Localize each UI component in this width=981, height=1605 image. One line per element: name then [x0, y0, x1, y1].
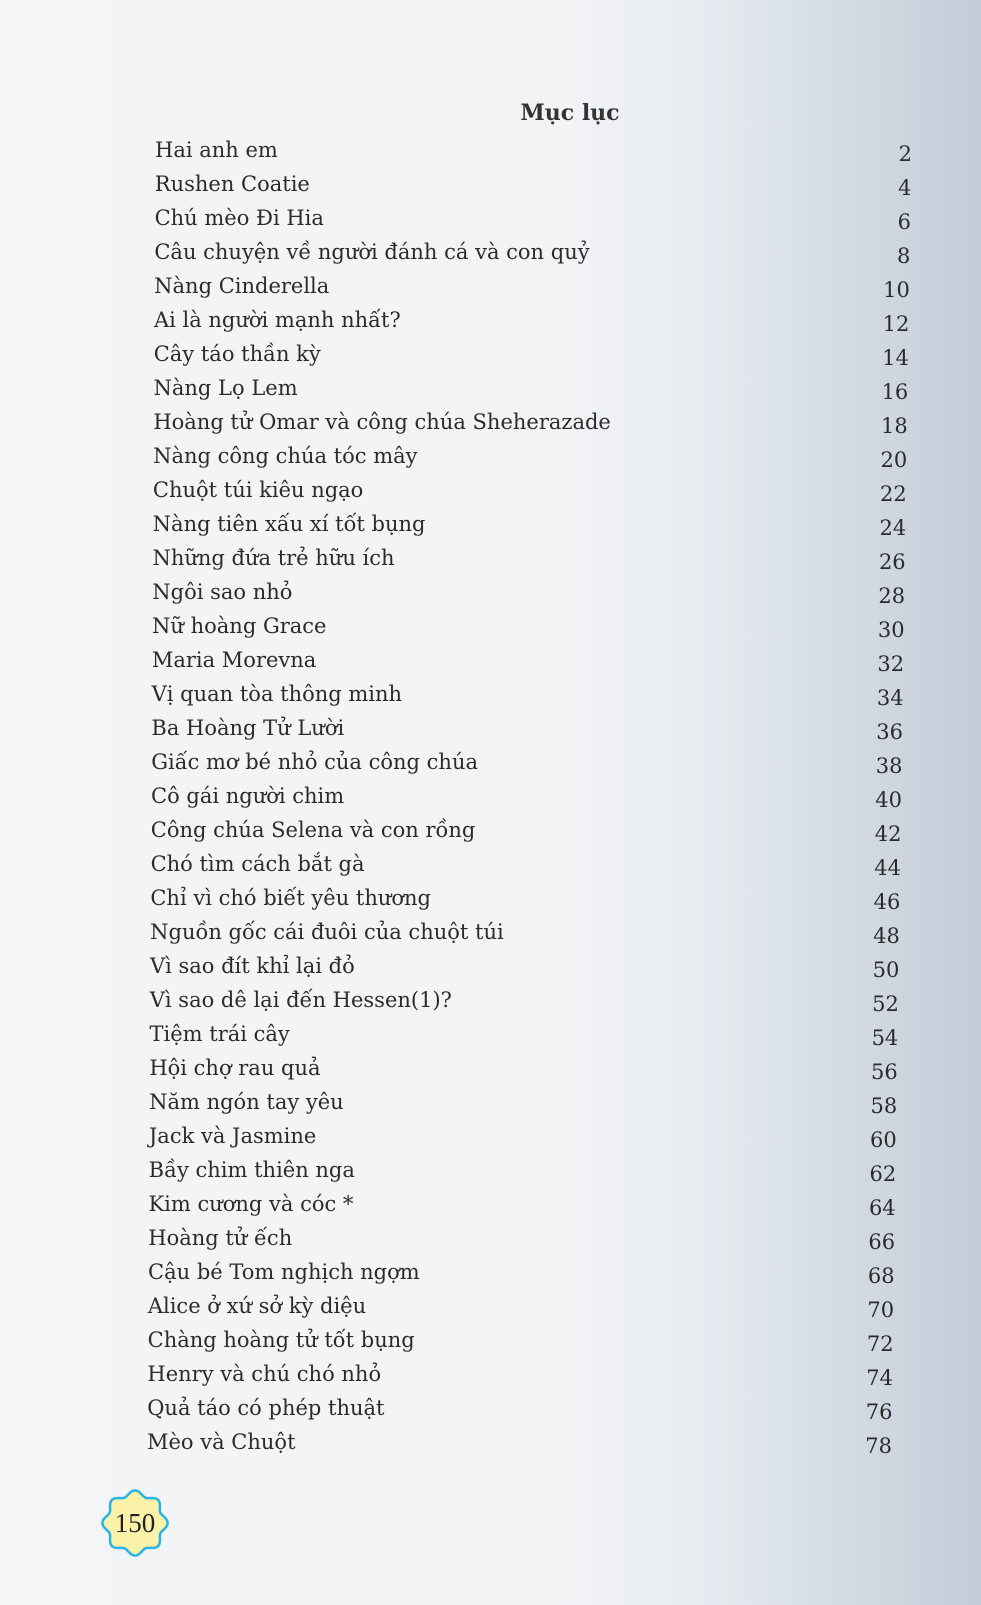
- toc-entry-page: 74: [866, 1366, 894, 1390]
- toc-entry-title: Chó tìm cách bắt gà: [150, 852, 365, 876]
- toc-entry-page: 72: [866, 1332, 894, 1356]
- toc-entry-page: 58: [870, 1094, 898, 1118]
- toc-entry-page: 68: [867, 1264, 895, 1288]
- toc-entry-page: 56: [871, 1060, 898, 1084]
- toc-entry-page: 48: [873, 924, 900, 948]
- toc-entry: [153, 473, 907, 507]
- toc-entry-page: 20: [880, 448, 908, 472]
- toc-entry-page: 46: [873, 890, 901, 914]
- toc-entry-title: Chú mèo Đi Hia: [154, 206, 324, 230]
- toc-entry: [151, 711, 903, 745]
- toc-entry: [149, 1119, 897, 1153]
- toc-entry-title: Giấc mơ bé nhỏ của công chúa: [151, 750, 479, 774]
- toc-entry-title: Hoàng tử ếch: [148, 1226, 293, 1250]
- toc-entry-title: Nguồn gốc cái đuôi của chuột túi: [150, 920, 504, 944]
- toc-entry-page: 10: [883, 278, 910, 302]
- toc-entry-title: Nàng Cinderella: [154, 274, 330, 298]
- toc-entry-page: 26: [878, 550, 906, 574]
- toc-entry: [153, 405, 907, 439]
- toc-entry-title: Maria Morevna: [151, 648, 317, 672]
- toc-entry-page: 38: [875, 754, 903, 778]
- toc-entry-title: Những đứa trẻ hữu ích: [152, 546, 395, 570]
- toc-entry-title: Nàng công chúa tóc mây: [153, 444, 418, 468]
- toc-entry-page: 40: [875, 788, 902, 812]
- toc-entry: [154, 269, 910, 303]
- toc-entry: [152, 541, 905, 575]
- toc-entry-title: Vì sao dê lại đến Hessen(1)?: [149, 988, 452, 1012]
- toc-entry-page: 24: [879, 516, 907, 540]
- toc-entry: [150, 915, 900, 949]
- toc-entry-page: 4: [898, 176, 912, 200]
- toc-entry-page: 64: [868, 1196, 896, 1220]
- toc-entry: [152, 677, 904, 711]
- toc-entry: [152, 643, 904, 677]
- toc-list: [0, 133, 981, 1483]
- toc-entry-page: 44: [874, 856, 901, 880]
- toc-entry-page: 8: [897, 244, 911, 268]
- toc-entry: [152, 609, 905, 643]
- toc-entry-title: Vị quan tòa thông minh: [151, 682, 403, 706]
- toc-entry-title: Mèo và Chuột: [147, 1430, 296, 1454]
- toc-entry-title: Bầy chim thiên nga: [148, 1158, 355, 1182]
- toc-entry: [147, 1425, 892, 1459]
- toc-entry: [147, 1391, 892, 1425]
- toc-entry-title: Chàng hoàng tử tốt bụng: [147, 1328, 415, 1352]
- toc-entry: [149, 1085, 897, 1119]
- toc-entry-title: Hội chợ rau quả: [149, 1056, 321, 1080]
- toc-entry-title: Chỉ vì chó biết yêu thương: [150, 886, 431, 910]
- toc-entry-title: Nàng tiên xấu xí tốt bụng: [152, 512, 426, 536]
- toc-entry-page: 14: [882, 346, 909, 370]
- toc-entry-page: 62: [869, 1162, 897, 1186]
- toc-entry: [154, 371, 909, 405]
- toc-entry-title: Ai là người mạnh nhất?: [153, 308, 401, 332]
- toc-entry-title: Alice ở xứ sở kỳ diệu: [147, 1294, 367, 1318]
- toc-entry: [148, 1323, 894, 1357]
- toc-entry-page: 42: [874, 822, 902, 846]
- toc-entry: [147, 1357, 893, 1391]
- toc-entry: [151, 745, 902, 779]
- toc-entry-title: Năm ngón tay yêu: [149, 1090, 344, 1114]
- toc-entry-title: Hai anh em: [155, 138, 278, 162]
- toc-entry-page: 30: [877, 618, 905, 642]
- toc-entry: [154, 303, 909, 337]
- toc-entry: [153, 439, 907, 473]
- toc-entry: [152, 575, 905, 609]
- toc-entry-page: 76: [865, 1400, 893, 1424]
- toc-entry-title: Jack và Jasmine: [148, 1124, 317, 1148]
- toc-entry-title: Cô gái người chim: [151, 784, 345, 808]
- toc-entry: [148, 1255, 895, 1289]
- toc-entry-page: 16: [881, 380, 909, 404]
- toc-entry: [153, 507, 907, 541]
- toc-entry: [150, 881, 900, 915]
- toc-entry-title: Vì sao đít khỉ lại đỏ: [149, 954, 355, 978]
- toc-entry-page: 60: [869, 1128, 897, 1152]
- toc-entry-page: 18: [881, 414, 908, 438]
- toc-entry: [151, 779, 902, 813]
- toc-entry-title: Nữ hoàng Grace: [152, 614, 327, 638]
- toc-entry-title: Hoàng tử Omar và công chúa Sheherazade: [153, 410, 611, 434]
- toc-entry: [149, 1153, 897, 1187]
- toc-entry-title: Nàng Lọ Lem: [153, 376, 298, 400]
- toc-entry-title: Rushen Coatie: [154, 172, 310, 196]
- toc-entry: [151, 813, 902, 847]
- toc-entry: [154, 337, 909, 371]
- toc-entry: [148, 1221, 895, 1255]
- page-number-badge: [100, 1488, 170, 1558]
- page-number: 150: [114, 1507, 156, 1538]
- toc-entry-title: Henry và chú chó nhỏ: [147, 1362, 382, 1386]
- toc-entry: [155, 201, 911, 235]
- toc-entry-page: 70: [867, 1298, 895, 1322]
- toc-entry: [150, 983, 899, 1017]
- toc-entry-page: 34: [876, 686, 904, 710]
- toc-entry-title: Cây táo thần kỳ: [153, 342, 321, 366]
- toc-entry-page: 54: [871, 1026, 899, 1050]
- toc-entry: [154, 235, 910, 269]
- toc-entry: [150, 1017, 899, 1051]
- toc-entry-page: 12: [882, 312, 910, 336]
- toc-entry-page: 28: [878, 584, 906, 608]
- toc-entry: [149, 1051, 897, 1085]
- toc-entry-title: Cậu bé Tom nghịch ngợm: [148, 1260, 420, 1284]
- toc-entry-title: Quả táo có phép thuật: [147, 1396, 385, 1420]
- toc-entry-page: 2: [898, 142, 912, 166]
- toc-entry-page: 78: [865, 1434, 892, 1458]
- toc-entry-title: Kim cương và cóc *: [148, 1192, 354, 1216]
- toc-entry-page: 32: [877, 652, 905, 676]
- toc-entry-page: 22: [879, 482, 907, 506]
- toc-entry-page: 66: [868, 1230, 896, 1254]
- toc-entry-page: 50: [872, 958, 900, 982]
- toc-entry-title: Tiệm trái cây: [149, 1022, 290, 1046]
- toc-entry-page: 6: [897, 210, 911, 234]
- toc-entry: [148, 1187, 895, 1221]
- toc-entry-page: 36: [876, 720, 904, 744]
- toc-entry: [155, 133, 912, 167]
- toc-entry-title: Ba Hoàng Tử Lười: [151, 716, 345, 740]
- toc-entry: [151, 847, 901, 881]
- toc-entry: [150, 949, 899, 983]
- toc-entry-title: Ngôi sao nhỏ: [152, 580, 293, 604]
- toc-heading: Mục lục: [520, 100, 620, 126]
- toc-entry-title: Chuột túi kiêu ngạo: [152, 478, 364, 502]
- toc-entry-title: Công chúa Selena và con rồng: [150, 818, 476, 842]
- toc-entry-title: Câu chuyện về người đánh cá và con quỷ: [154, 240, 590, 264]
- toc-entry: [155, 167, 912, 201]
- toc-entry: [148, 1289, 894, 1323]
- toc-entry-page: 52: [872, 992, 899, 1016]
